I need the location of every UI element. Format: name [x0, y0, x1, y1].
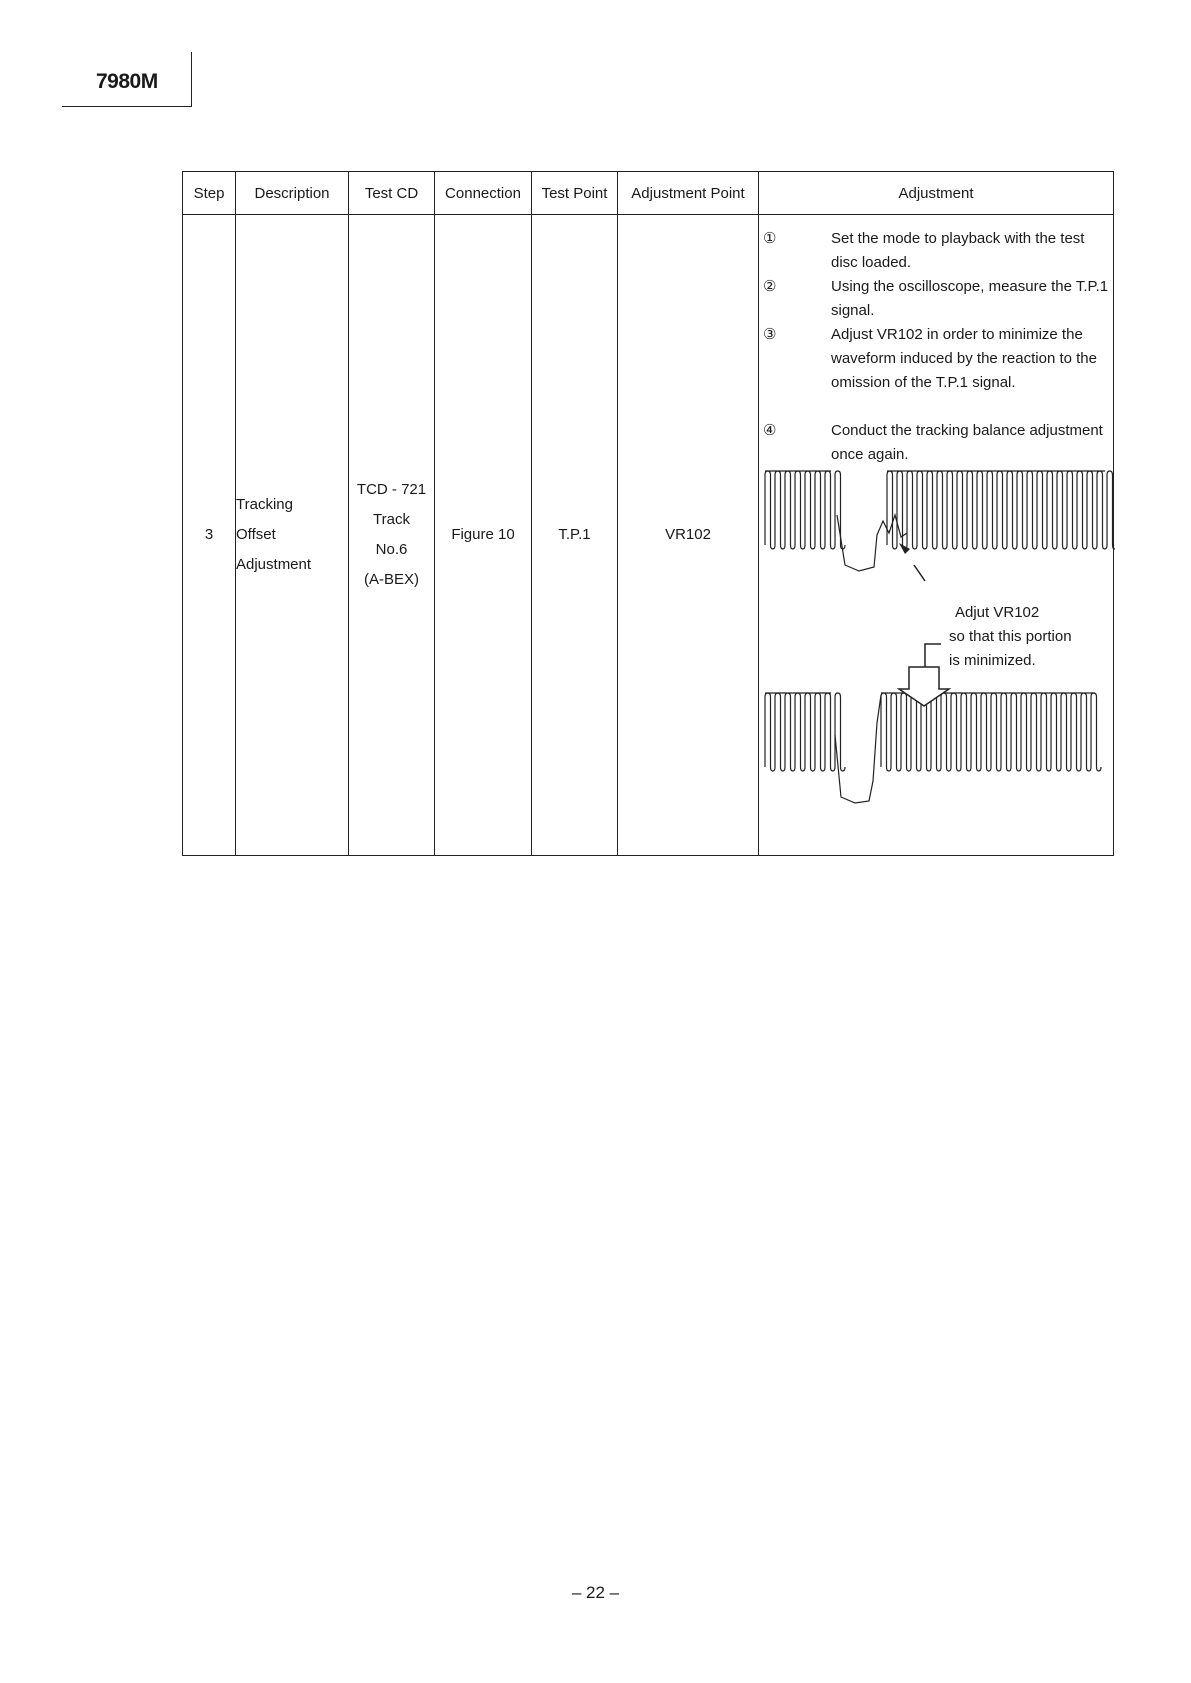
- test-cd-line: Track: [373, 511, 410, 528]
- figure-note-line: is minimized.: [949, 652, 1036, 669]
- cell-test-point: [532, 215, 618, 856]
- column-header-test-cd: Test CD: [349, 172, 435, 215]
- test-point-value: T.P.1: [558, 526, 591, 543]
- test-cd-line: (A-BEX): [363, 571, 419, 588]
- step-text: Using the oscilloscope, measure the T.P.1 signal.: [831, 278, 1109, 319]
- cell-connection: [435, 215, 532, 856]
- step-marker: ②: [763, 278, 777, 295]
- waveform-figure: [759, 215, 1115, 855]
- column-header-adjustment-point: Adjustment Point: [618, 172, 759, 215]
- figure-note-line: so that this portion: [949, 628, 1072, 645]
- description-line: Adjustment: [236, 556, 312, 573]
- page-number: – 22 –: [571, 1583, 620, 1602]
- waveform-after-adjustment: [765, 693, 1101, 803]
- column-header-adjustment: Adjustment: [759, 172, 1114, 215]
- step-marker: ③: [763, 326, 777, 343]
- step-text: Conduct the tracking balance adjustment once again.: [831, 422, 1103, 463]
- cell-test-cd: [349, 215, 435, 856]
- cell-description: [236, 215, 349, 856]
- description-line: Tracking: [236, 496, 293, 513]
- figure-note-line: Adjut VR102: [955, 604, 1040, 621]
- adjustment-table: [182, 171, 1114, 856]
- cell-adjustment: [759, 215, 1114, 856]
- header-rule-vertical: [191, 52, 192, 107]
- pointer-arrowhead: [899, 543, 910, 554]
- step-marker: ④: [763, 422, 777, 439]
- bracket-line: [925, 644, 941, 667]
- adjustment-content: [759, 215, 1115, 855]
- column-header-step: Step: [183, 172, 236, 215]
- step-text: Set the mode to playback with the test disc loaded.: [831, 230, 1085, 271]
- column-header-connection: Connection: [435, 172, 532, 215]
- pointer-line: [914, 565, 925, 581]
- step-number: 3: [204, 526, 214, 543]
- description-line: Offset: [236, 526, 276, 543]
- cell-step: [183, 215, 236, 856]
- table-header-row: [183, 172, 1114, 215]
- column-header-description: Description: [236, 172, 349, 215]
- cell-adjustment-point: [618, 215, 759, 856]
- waveform-before-adjustment: [765, 471, 1115, 571]
- step-marker: ①: [763, 230, 777, 247]
- adjustment-point-value: VR102: [665, 526, 711, 543]
- step-text: Adjust VR102 in order to minimize the waveform induced by the reaction to the omission of the T.P.1 signal.: [831, 326, 1097, 391]
- model-tag: 7980M: [96, 70, 158, 93]
- table-row: [183, 215, 1114, 856]
- test-cd-line: No.6: [375, 541, 408, 558]
- test-cd-line: TCD - 721: [356, 481, 427, 498]
- column-header-test-point: Test Point: [532, 172, 618, 215]
- connection-value: Figure 10: [451, 526, 515, 543]
- header-rule-horizontal: [62, 106, 192, 107]
